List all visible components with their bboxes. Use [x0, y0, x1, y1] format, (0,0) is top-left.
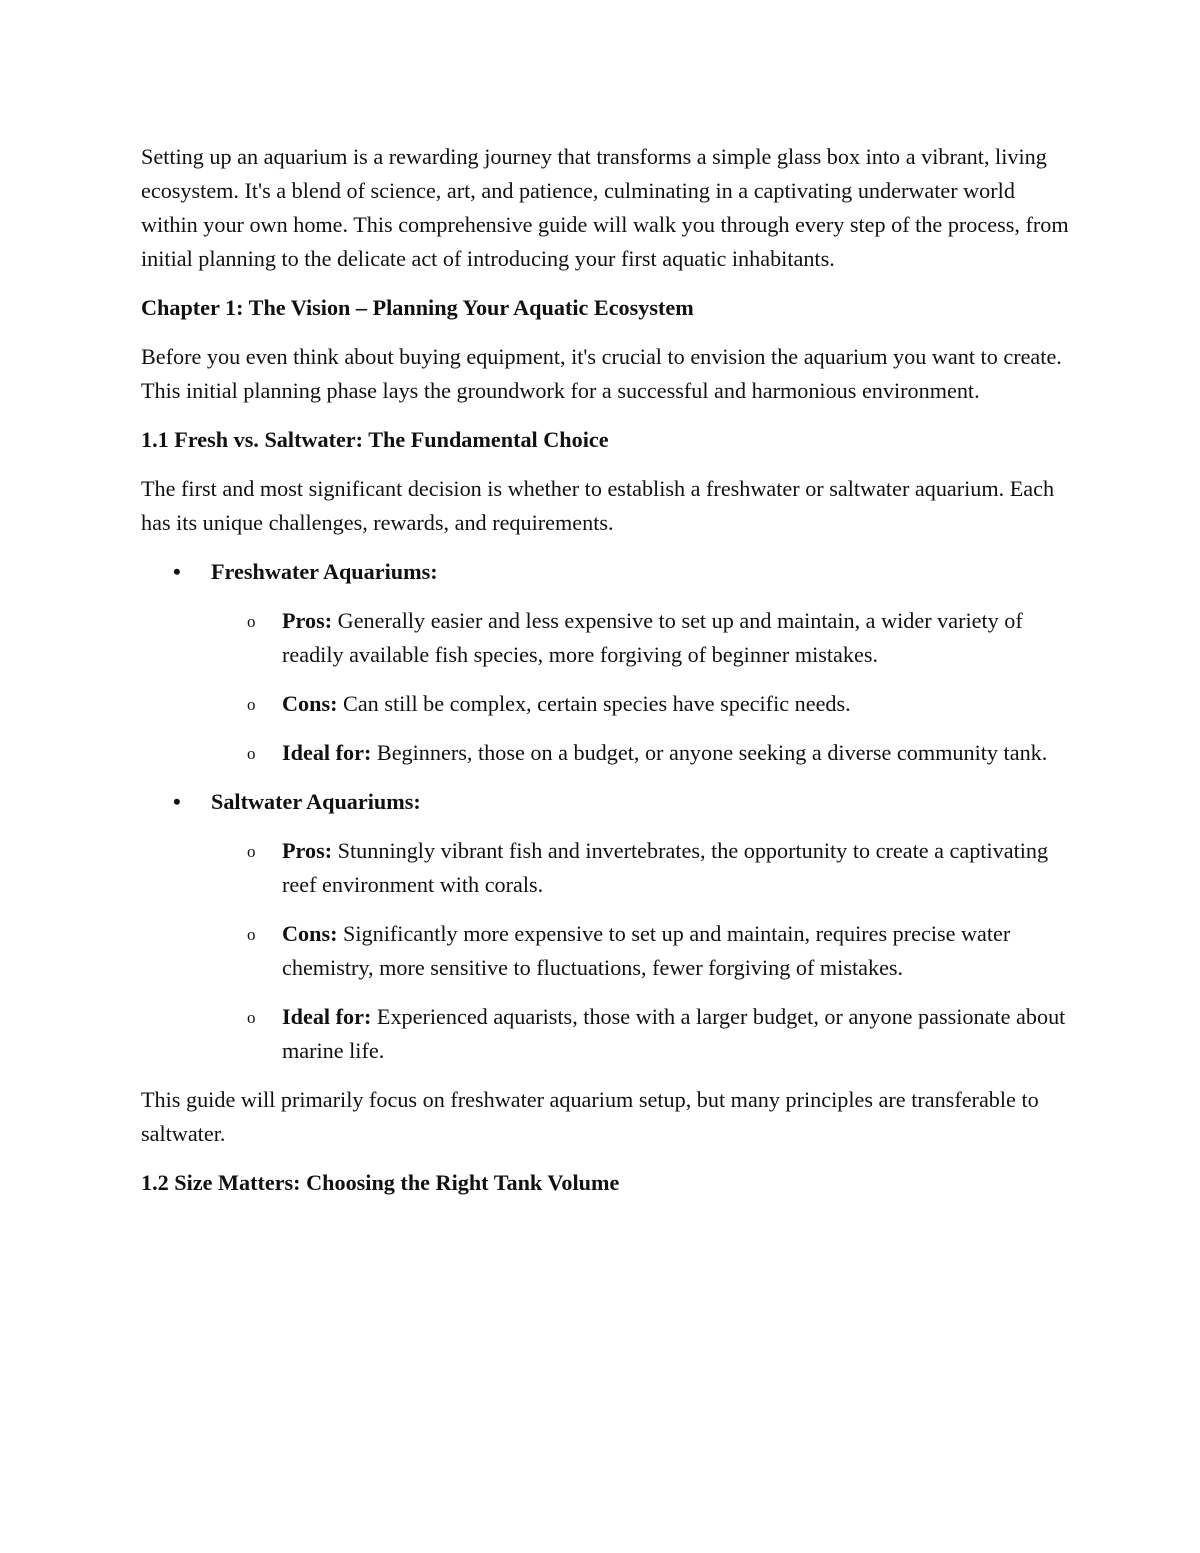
sub-bullet-icon: o — [247, 842, 256, 861]
ideal-for-text: Experienced aquarists, those with a larger budget, or anyone passionate about marine life. — [282, 1004, 1066, 1063]
list-item-freshwater-cons — [211, 687, 1071, 721]
sub-bullet-icon: o — [247, 612, 256, 631]
section-1-2-heading: 1.2 Size Matters: Choosing the Right Tank Volume — [141, 1170, 620, 1195]
list-item-freshwater-ideal — [211, 736, 1071, 770]
cons-text: Significantly more expensive to set up and maintain, requires precise water chemistry, more sensitive to fluctuations, fewer forgiving of mistakes. — [282, 921, 1011, 980]
bullet-icon: • — [173, 789, 181, 814]
sub-bullet-icon: o — [247, 744, 256, 763]
cons-label: Cons: — [282, 691, 338, 716]
list-item-saltwater-pros — [211, 834, 1071, 902]
freshwater-title: Freshwater Aquariums: — [211, 559, 438, 584]
ideal-for-label: Ideal for: — [282, 1004, 372, 1029]
aquarium-type-list — [141, 555, 1071, 1068]
cons-label: Cons: — [282, 921, 338, 946]
ideal-for-text: Beginners, those on a budget, or anyone seeking a diverse community tank. — [371, 740, 1048, 765]
saltwater-title: Saltwater Aquariums: — [211, 789, 421, 814]
chapter-1-heading: Chapter 1: The Vision – Planning Your Aquatic Ecosystem — [141, 295, 694, 320]
intro-paragraph: Setting up an aquarium is a rewarding journey that transforms a simple glass box into a vibrant, living ecosystem. It's a blend of science, art, and patience, culminating in a captivating underwater world within your own home. This comprehensive guide will walk you through every step of the process, from initial planning to the delicate act of introducing your first aquatic inhabitants. — [141, 144, 1069, 271]
pros-text: Stunningly vibrant fish and invertebrates, the opportunity to create a captivating reef environment with corals. — [282, 838, 1049, 897]
bullet-icon: • — [173, 559, 181, 584]
sub-bullet-icon: o — [247, 695, 256, 714]
chapter-1-intro: Before you even think about buying equipment, it's crucial to envision the aquarium you want to create. This initial planning phase lays the groundwork for a successful and harmonious environment. — [141, 344, 1062, 403]
pros-label: Pros: — [282, 608, 333, 633]
sub-bullet-icon: o — [247, 925, 256, 944]
list-item-saltwater-ideal — [211, 1000, 1071, 1068]
cons-text: Can still be complex, certain species have specific needs. — [337, 691, 851, 716]
sub-bullet-icon: o — [247, 1008, 256, 1027]
list-item-saltwater-cons — [211, 917, 1071, 985]
ideal-for-label: Ideal for: — [282, 740, 372, 765]
section-1-1-heading: 1.1 Fresh vs. Saltwater: The Fundamental Choice — [141, 427, 609, 452]
section-1-1-intro: The first and most significant decision is whether to establish a freshwater or saltwater aquarium. Each has its unique challenges, rewards, and requirements. — [141, 476, 1055, 535]
pros-label: Pros: — [282, 838, 333, 863]
list-item-saltwater — [141, 785, 1071, 1068]
section-1-1-closing: This guide will primarily focus on freshwater aquarium setup, but many principles are transferable to saltwater. — [141, 1087, 1039, 1146]
document-page — [141, 140, 1071, 1215]
saltwater-points — [211, 834, 1071, 1068]
freshwater-points — [211, 604, 1071, 770]
list-item-freshwater — [141, 555, 1071, 770]
list-item-freshwater-pros — [211, 604, 1071, 672]
pros-text: Generally easier and less expensive to set up and maintain, a wider variety of readily available fish species, more forgiving of beginner mistakes. — [282, 608, 1023, 667]
